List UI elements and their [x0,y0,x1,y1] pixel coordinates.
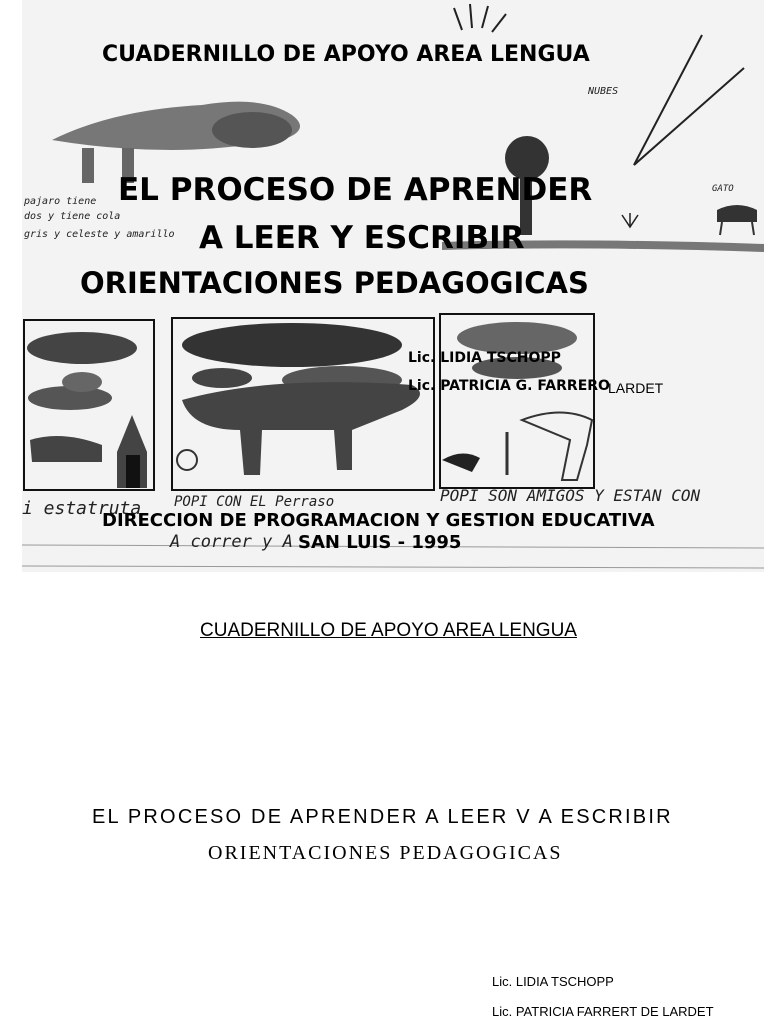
drawing-caption: i estatruta [22,498,142,519]
cover-title-line-3: ORIENTACIONES PEDAGOGICAS [80,266,589,300]
drawing-text-line: gris y celeste y amarillo [24,229,175,240]
page-title-line-2: ORIENTACIONES PEDAGOGICAS [208,842,563,864]
drawing-label-nubes: NUBES [588,86,619,97]
cover-series-title: CUADERNILLO DE APOYO AREA LENGUA [102,42,590,67]
cover-institution: DIRECCION DE PROGRAMACION Y GESTION EDUCATIVA [102,510,655,531]
cover-author-2-suffix: LARDET [608,380,664,396]
cover-author-2: Lic. PATRICIA G. FARRERO [408,378,610,394]
drawing-text-line: pajaro tiene [24,196,97,207]
cover-image [22,0,764,572]
cover-title-line-2: A LEER Y ESCRIBIR [199,220,525,256]
cover-place-year: SAN LUIS - 1995 [298,532,462,553]
drawing-label-gato: GATO [712,184,734,194]
drawing-caption: POPI CON EL Perraso [174,494,335,510]
page-author-2: Lic. PATRICIA FARRERT DE LARDET [492,1004,714,1019]
cover-author-1: Lic. LIDIA TSCHOPP [408,350,561,366]
drawing-text-line: dos y tiene cola [24,211,121,222]
page-series-title: CUADERNILLO DE APOYO AREA LENGUA [200,620,577,641]
drawing-caption: POPI SON AMIGOS Y ESTAN CON [440,486,701,505]
drawing-caption: A correr y A [170,532,293,552]
cover-title-line-1: EL PROCESO DE APRENDER [118,172,593,208]
page-author-1: Lic. LIDIA TSCHOPP [492,974,614,989]
page-title-line-1: EL PROCESO DE APRENDER A LEER V A ESCRIBIR [92,806,673,828]
